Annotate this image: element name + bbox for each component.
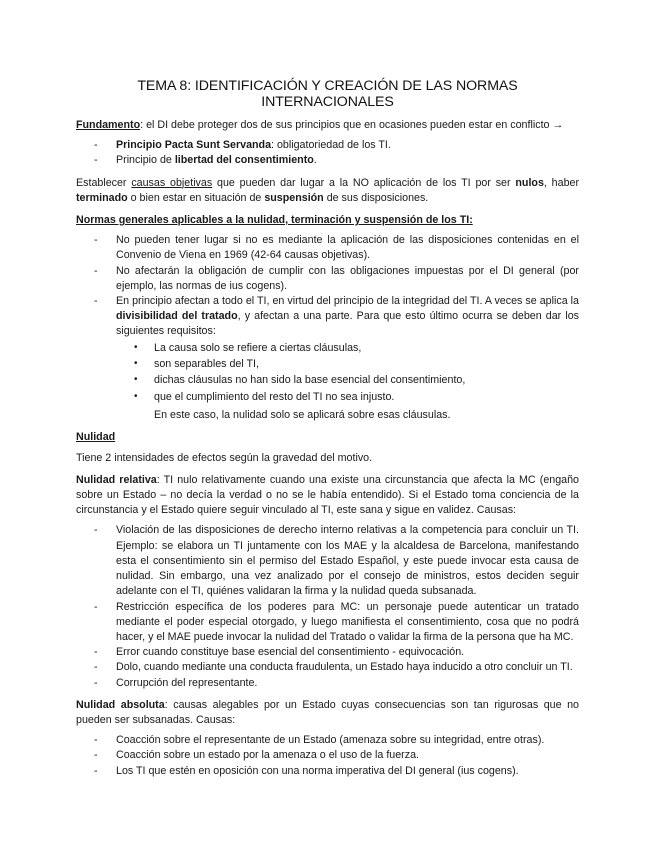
list-item-text: Dolo, cuando mediante una conducta fraudulenta, un Estado haya inducido a otro concluir un TI. — [116, 661, 573, 674]
list-item — [76, 600, 579, 646]
requisitos-list — [76, 340, 579, 406]
paragraph-text: : causas alegables por un Estado cuyas consecuencias son tan rigurosas que no pueden ser subsanadas. Causas: — [76, 698, 579, 726]
bold-text: terminado — [76, 191, 128, 204]
dash-icon: - — [94, 661, 98, 674]
text-run: de sus disposiciones. — [323, 191, 429, 204]
section-heading: Nulidad — [76, 431, 116, 444]
text-run: , haber — [543, 176, 580, 189]
list-item — [76, 523, 579, 599]
list-item — [76, 153, 579, 168]
absoluta-causas-list — [76, 733, 579, 779]
principio-text: : obligatoriedad de los TI. — [271, 139, 391, 152]
list-item-text: dichas cláusulas no han sido la base esencial del consentimiento, — [154, 374, 466, 387]
dash-icon: - — [94, 139, 98, 152]
list-item — [76, 372, 579, 388]
list-item-text: , y afectan a una parte. Para que esto último ocurra se deben dar los siguientes requisitos: — [116, 310, 579, 338]
list-item-text: La causa solo se refiere a ciertas cláusulas, — [154, 341, 362, 354]
list-item — [76, 389, 579, 405]
list-item-text: que el cumplimiento del resto del TI no sea injusto. — [154, 390, 395, 403]
principio-text: . — [313, 154, 317, 167]
list-item-text: En principio afectan a todo el TI, en virtud del principio de la integridad del TI. A veces se aplica la — [116, 295, 579, 308]
list-item-text: Corrupción del representante. — [116, 676, 258, 689]
list-item — [76, 733, 579, 748]
bold-text: nulos — [515, 176, 544, 189]
intensidades-paragraph: Tiene 2 intensidades de efectos según la gravedad del motivo. — [76, 451, 373, 464]
dash-icon: - — [94, 749, 98, 762]
list-item-text: Error cuando constituye base esencial del consentimiento - equivocación. — [116, 646, 465, 659]
list-item — [76, 264, 579, 294]
dash-icon: - — [94, 676, 98, 689]
list-item-text: Restricción específica de los poderes para MC: un personaje puede autenticar un tratado mediante el poder especial otorgado, y luego manifiesta el consentimiento, cosa que no podrá hacer, y el MAE puede invocar la nulidad del Tratado o validar la firma de la persona que ha MC. — [116, 600, 579, 643]
list-item — [76, 748, 579, 763]
requisitos-note: En este caso, la nulidad solo se aplicará sobre esas cláusulas. — [154, 409, 451, 422]
bullet-icon: • — [134, 341, 138, 353]
bold-text: suspensión — [264, 191, 324, 204]
list-item — [76, 356, 579, 372]
list-item — [76, 233, 579, 263]
list-item-text: No afectarán la obligación de cumplir con las obligaciones impuestas por el DI general (por ejemplo, las normas de ius cogens). — [116, 264, 579, 292]
list-item-text: No pueden tener lugar si no es mediante la aplicación de las disposiciones contenidas en el Convenio de Viena en 1969 (42-64 causas objetivas). — [116, 234, 579, 262]
nulidad-relativa-paragraph — [76, 473, 579, 519]
fundamento-paragraph — [76, 118, 579, 133]
dash-icon: - — [94, 234, 98, 247]
bullet-icon: • — [134, 390, 138, 402]
list-item-text: Violación de las disposiciones de derecho interno relativas a la competencia para concluir un TI. Ejemplo: se elabora un TI juntamente con los MAE y la alcaldesa de Barcelona, manifestando esta el consentimiento sin el permiso del Estado Español, y este puede invocar esta causa de nulidad. Sin embargo, una vez analizado por el consejo de ministros, estos deciden seguir adelante con el TI, quiénes validaran la firma y la nulidad queda subsanada. — [116, 524, 579, 598]
normas-heading — [76, 213, 579, 228]
bold-text: divisibilidad del tratado — [116, 310, 238, 323]
list-item — [76, 645, 579, 660]
list-item — [76, 764, 579, 779]
arrow-icon: → — [552, 119, 564, 131]
paragraph-text: : TI nulo relativamente cuando una existe una circunstancia que afecta la MC (engaño sobre un Estado – no decía la verdad o no se le había entendido). Si el Estado toma conciencia de la circunstancia y el Estado quiere seguir vinculado al TI, este sana y sigue en validez. Causas: — [76, 473, 579, 517]
list-item — [76, 138, 579, 153]
dash-icon: - — [94, 764, 98, 777]
principio-text: Principio de — [116, 154, 175, 167]
principios-list — [76, 138, 579, 168]
text-run: que pueden dar lugar a la NO aplicación de los TI por ser — [212, 176, 516, 189]
list-item — [76, 676, 579, 691]
term-label: Nulidad relativa — [76, 473, 157, 486]
bullet-icon: • — [134, 358, 138, 370]
dash-icon: - — [94, 524, 98, 537]
underlined-text: causas objetivas — [131, 176, 213, 189]
dash-icon: - — [94, 734, 98, 747]
normas-list — [76, 233, 579, 339]
bullet-icon: • — [134, 374, 138, 386]
dash-icon: - — [94, 295, 98, 308]
text-run: o bien estar en situación de — [127, 191, 265, 204]
list-item-text: Coacción sobre el representante de un Estado (amenaza sobre su integridad, entre otras). — [116, 734, 545, 747]
dash-icon: - — [94, 264, 98, 277]
text-run: Establecer — [76, 176, 132, 189]
list-item-text: son separables del TI, — [154, 358, 259, 371]
dash-icon: - — [94, 600, 98, 613]
dash-icon: - — [94, 646, 98, 659]
list-item — [76, 294, 579, 340]
dash-icon: - — [94, 154, 98, 167]
term-label: Nulidad absoluta — [76, 698, 165, 711]
fundamento-label: Fundamento — [76, 119, 141, 131]
page-title: TEMA 8: IDENTIFICACIÓN Y CREACIÓN DE LAS NORMAS INTERNACIONALES — [137, 78, 518, 110]
list-item — [76, 660, 579, 675]
principio-bold: Principio Pacta Sunt Servanda — [116, 139, 272, 152]
section-heading: Normas generales aplicables a la nulidad, terminación y suspensión de los TI: — [76, 214, 473, 227]
nulidad-heading — [76, 430, 579, 445]
list-item-text: Coacción sobre un estado por la amenaza o el uso de la fuerza. — [116, 749, 420, 762]
relativa-causas-list — [76, 523, 579, 690]
list-item-text: Los TI que estén en oposición con una norma imperativa del DI general (ius cogens). — [116, 764, 519, 777]
nulidad-absoluta-paragraph — [76, 698, 579, 728]
list-item — [76, 340, 579, 356]
establecer-paragraph — [76, 176, 579, 206]
fundamento-text: : el DI debe proteger dos de sus principios que en ocasiones pueden estar en conflicto — [140, 119, 553, 131]
principio-bold: libertad del consentimiento — [174, 154, 314, 167]
